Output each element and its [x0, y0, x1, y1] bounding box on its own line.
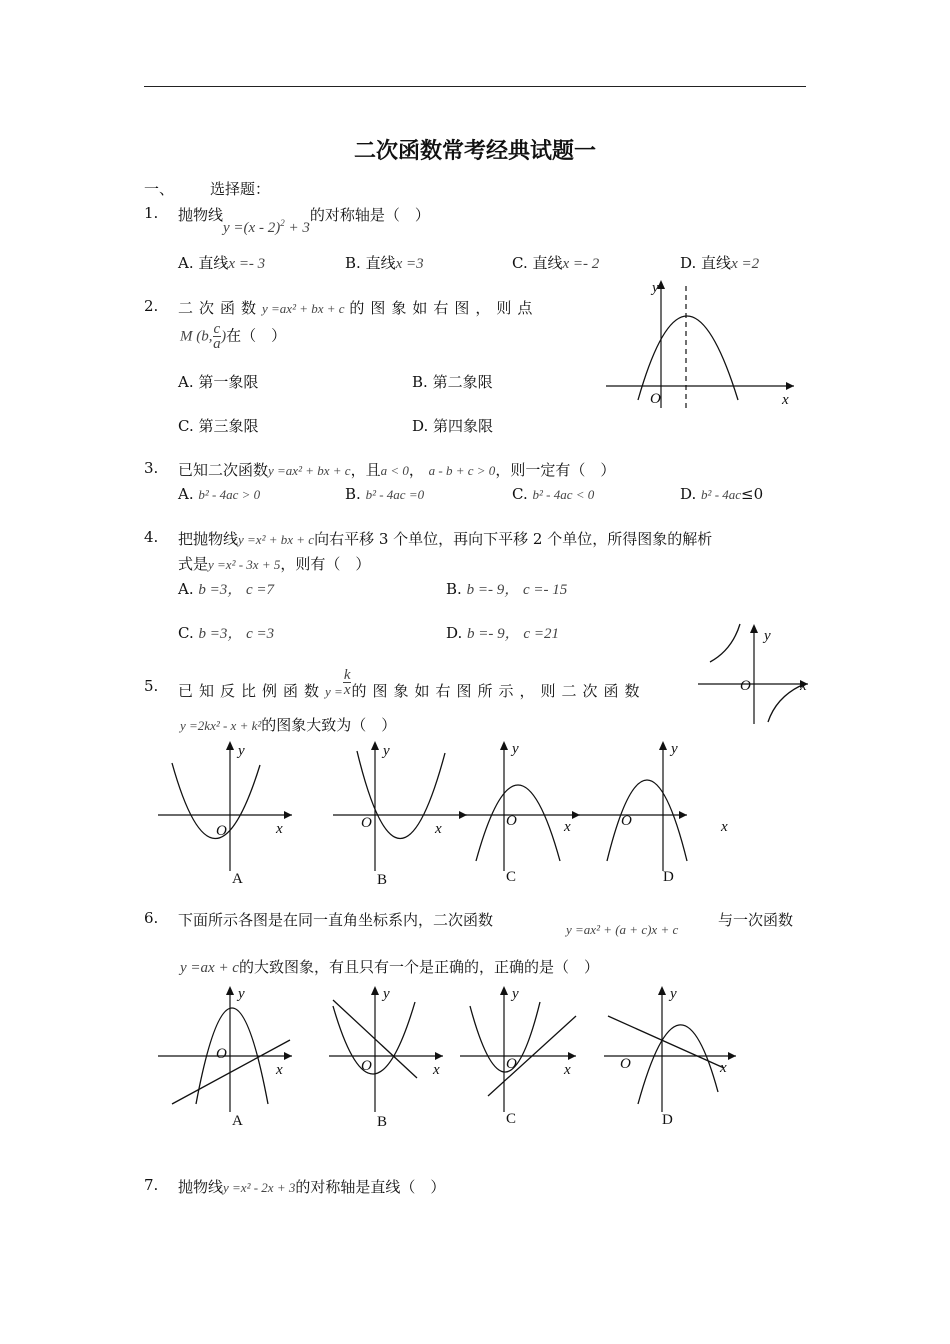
svg-text:y: y — [238, 743, 245, 759]
q7-number: 7. — [144, 1176, 159, 1194]
page-title: 二次函数常考经典试题一 — [353, 139, 596, 164]
q2-point: M (b, $\frac{c}{a}$ )在（ ） — [180, 321, 287, 352]
q1-option-a[interactable]: A. 直线x =- 3 — [178, 254, 266, 272]
q7-stem: 抛物线y =x² - 2x + 3的对称轴是直线（ ） — [178, 1178, 446, 1196]
svg-text:x: x — [276, 1062, 283, 1078]
svg-text:O: O — [506, 1056, 517, 1072]
q1-stem: 抛物线y =(x - 2)$^2$ + 3的对称轴是（ ） — [178, 206, 430, 236]
q2-option-c[interactable]: C. 第三象限 — [178, 417, 259, 435]
q4-stem: 把抛物线y =x² + bx + c向右平移 3 个单位，再向下平移 2 个单位，所得图象的解析 — [178, 530, 713, 548]
svg-text:B: B — [377, 872, 388, 888]
q3-stem: 已知二次函数y =ax² + bx + c，且a < 0， a - b + c > 0，则一定有（ ） — [178, 461, 616, 479]
svg-text:O: O — [216, 823, 227, 839]
q6-graph-d[interactable] — [600, 980, 750, 1130]
svg-text:C: C — [506, 869, 517, 885]
header-rule — [144, 86, 806, 87]
q3-option-b[interactable]: B. b² - 4ac =0 — [345, 485, 425, 503]
svg-text:x: x — [433, 1062, 440, 1078]
q4-option-a[interactable]: A. b =3， c =7 — [178, 580, 275, 598]
svg-text:C: C — [506, 1111, 517, 1127]
svg-text:x: x — [782, 392, 789, 408]
q6-stem-line2: y =ax + c的大致图象，有且只有一个是正确的，正确的是（ ） — [180, 958, 599, 976]
svg-text:D: D — [663, 869, 674, 885]
q5-graph-a[interactable] — [150, 735, 300, 890]
q2-parabola-graph — [600, 272, 810, 412]
q3-option-d[interactable]: D. b² - 4ac≤0 — [680, 485, 764, 503]
svg-text:O: O — [620, 1056, 631, 1072]
q3-option-c[interactable]: C. b² - 4ac < 0 — [512, 485, 595, 503]
svg-text:y: y — [671, 741, 678, 757]
svg-text:y: y — [238, 986, 245, 1002]
svg-text:O: O — [216, 1046, 227, 1062]
q2-number: 2. — [144, 297, 159, 315]
q1-option-d[interactable]: D. 直线x =2 — [680, 254, 760, 272]
svg-text:A: A — [232, 871, 243, 887]
q6-graph-b[interactable] — [325, 980, 475, 1130]
svg-text:y: y — [512, 986, 519, 1002]
q5-graph-b[interactable] — [325, 735, 475, 890]
section-label: 选择题： — [210, 180, 271, 198]
q4-option-b[interactable]: B. b =- 9， c =- 15 — [446, 580, 568, 598]
q5-graph-d[interactable] — [575, 735, 735, 890]
q6-number: 6. — [144, 909, 159, 927]
svg-text:O: O — [361, 1058, 372, 1074]
q6-stem: 下面所示各图是在同一直角坐标系内，二次函数 — [178, 911, 494, 929]
svg-text:x: x — [720, 1060, 727, 1076]
q4-stem-line2: 式是y =x² - 3x + 5，则有（ ） — [178, 555, 371, 573]
q6-stem-post: 与一次函数 — [718, 911, 794, 929]
svg-text:B: B — [377, 1114, 388, 1130]
q3-option-a[interactable]: A. b² - 4ac > 0 — [178, 485, 261, 503]
q1-number: 1. — [144, 204, 159, 222]
q1-option-b[interactable]: B. 直线x =3 — [345, 254, 424, 272]
q5-stem: 已知反比例函数y = $\frac{k}{x}$ 的图象如右图所示，则二次函数 — [178, 667, 646, 700]
svg-text:y: y — [652, 280, 659, 296]
q2-option-a[interactable]: A. 第一象限 — [178, 373, 259, 391]
section-number: 一、 — [144, 180, 175, 198]
q2-stem: 二次函数y =ax² + bx + c 的图象如右图，则点 — [178, 299, 539, 317]
svg-text:O: O — [506, 813, 517, 829]
q4-number: 4. — [144, 528, 159, 546]
q5-number: 5. — [144, 677, 159, 695]
svg-text:y: y — [383, 743, 390, 759]
q4-option-d[interactable]: D. b =- 9， c =21 — [446, 624, 559, 642]
q2-option-d[interactable]: D. 第四象限 — [412, 417, 494, 435]
svg-text:y: y — [764, 628, 771, 644]
svg-text:O: O — [361, 815, 372, 831]
svg-text:y: y — [670, 986, 677, 1002]
svg-text:y: y — [383, 986, 390, 1002]
q5-stem-line2: y =2kx² - x + k²的图象大致为（ ） — [180, 716, 397, 734]
svg-text:x: x — [435, 821, 442, 837]
q6-formula: y =ax² + (a + c)x + c — [566, 922, 679, 937]
q5-hyperbola-graph — [692, 618, 812, 728]
svg-text:A: A — [232, 1113, 243, 1129]
svg-text:x: x — [564, 1062, 571, 1078]
svg-text:x: x — [564, 819, 571, 835]
svg-text:O: O — [740, 678, 751, 694]
svg-text:x: x — [800, 678, 807, 694]
svg-text:O: O — [621, 813, 632, 829]
q1-option-c[interactable]: C. 直线x =- 2 — [512, 254, 600, 272]
q6-graph-c[interactable] — [456, 980, 606, 1130]
svg-text:D: D — [662, 1112, 673, 1128]
svg-text:x: x — [721, 819, 728, 835]
q6-graph-a[interactable] — [150, 980, 300, 1130]
q3-number: 3. — [144, 459, 159, 477]
svg-text:x: x — [276, 821, 283, 837]
q2-option-b[interactable]: B. 第二象限 — [412, 373, 493, 391]
svg-text:O: O — [650, 391, 661, 407]
q4-option-c[interactable]: C. b =3， c =3 — [178, 624, 275, 642]
svg-text:y: y — [512, 741, 519, 757]
